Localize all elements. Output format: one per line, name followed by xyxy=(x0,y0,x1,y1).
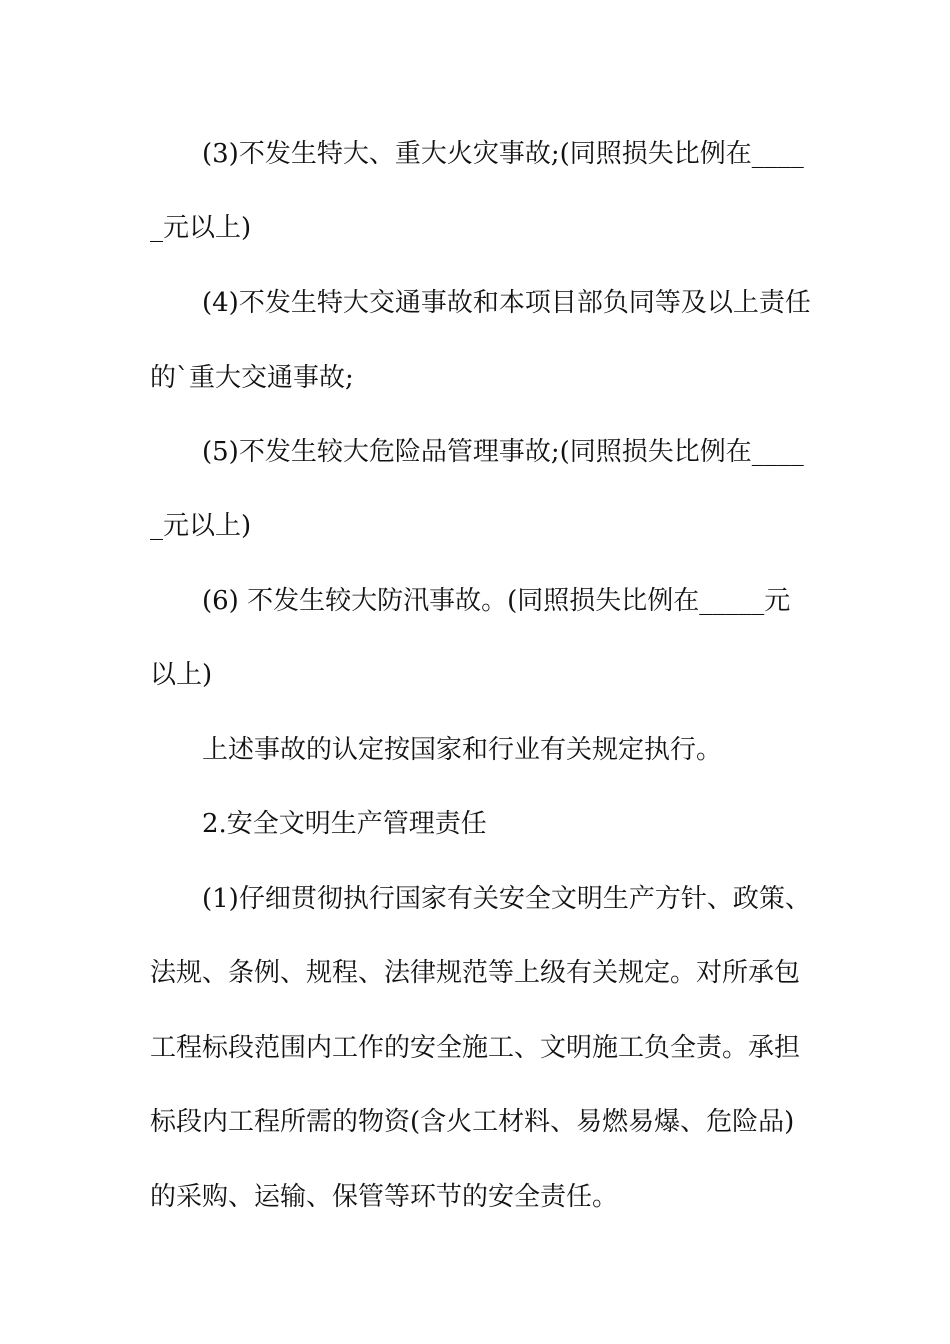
paragraph-line: 的`重大交通事故; xyxy=(150,363,354,393)
paragraph-line: _元以上) xyxy=(150,213,252,243)
paragraph-line: (6) 不发生较大防汛事故。(同照损失比例在_____元 xyxy=(202,586,791,616)
paragraph-line: (5)不发生较大危险品管理事故;(同照损失比例在____ xyxy=(202,437,804,467)
paragraph-line: 标段内工程所需的物资(含火工材料、易燃易爆、危险品) xyxy=(150,1107,795,1137)
paragraph-line: 以上) xyxy=(150,660,213,690)
paragraph-line: 工程标段范围内工作的安全施工、文明施工负全责。承担 xyxy=(150,1033,801,1063)
section-heading: 2.安全文明生产管理责任 xyxy=(202,809,487,839)
paragraph-line: 上述事故的认定按国家和行业有关规定执行。 xyxy=(202,735,723,765)
paragraph-line: 法规、条例、规程、法律规范等上级有关规定。对所承包 xyxy=(150,958,801,988)
paragraph-line: (4)不发生特大交通事故和本项目部负同等及以上责任 xyxy=(202,288,811,318)
paragraph-line: (1)仔细贯彻执行国家有关安全文明生产方针、政策、 xyxy=(202,884,811,914)
paragraph-line: _元以上) xyxy=(150,511,252,541)
paragraph-line: (3)不发生特大、重大火灾事故;(同照损失比例在____ xyxy=(202,139,804,169)
paragraph-line: 的采购、运输、保管等环节的安全责任。 xyxy=(150,1182,619,1212)
